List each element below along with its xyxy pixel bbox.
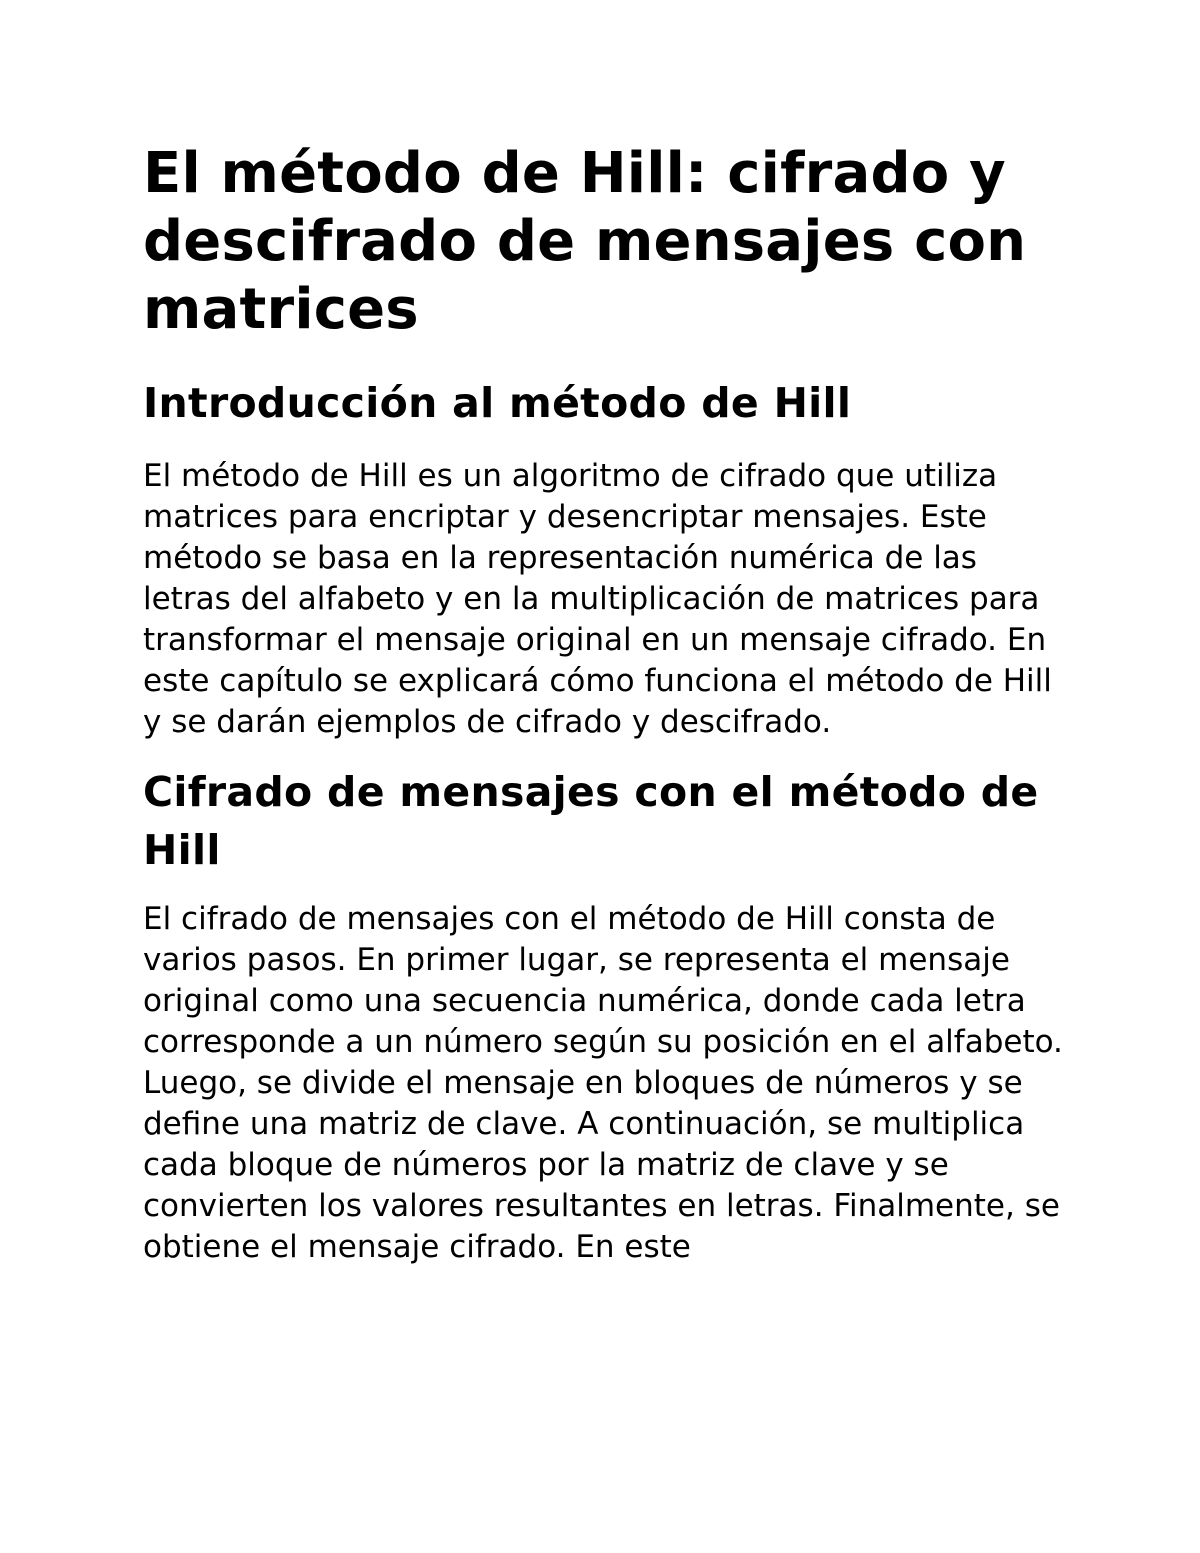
document-page xyxy=(143,140,1073,1268)
section-heading-cifrado: Cifrado de mensajes con el método de Hill xyxy=(143,768,1039,874)
document-title: El método de Hill: cifrado y descifrado de mensajes con matrices xyxy=(143,141,1027,342)
section-heading-introduccion: Introducción al método de Hill xyxy=(143,379,852,427)
section-paragraph-introduccion: El método de Hill es un algoritmo de cifrado que utiliza matrices para encriptar y desencriptar mensajes. Este método se basa en la representación numérica de las letras del alfabeto y en la multiplicación de matrices para transformar el mensaje original en un mensaje cifrado. En este capítulo se explicará cómo funciona el método de Hill y se darán ejemplos de cifrado y descifrado. xyxy=(143,458,1052,740)
section-paragraph-cifrado: El cifrado de mensajes con el método de Hill consta de varios pasos. En primer lugar, se representa el mensaje original como una secuencia numérica, donde cada letra corresponde a un número según su posición en el alfabeto. Luego, se divide el mensaje en bloques de números y se define una matriz de clave. A continuación, se multiplica cada bloque de números por la matriz de clave y se convierten los valores resultantes en letras. Finalmente, se obtiene el mensaje cifrado. En este xyxy=(143,901,1063,1265)
